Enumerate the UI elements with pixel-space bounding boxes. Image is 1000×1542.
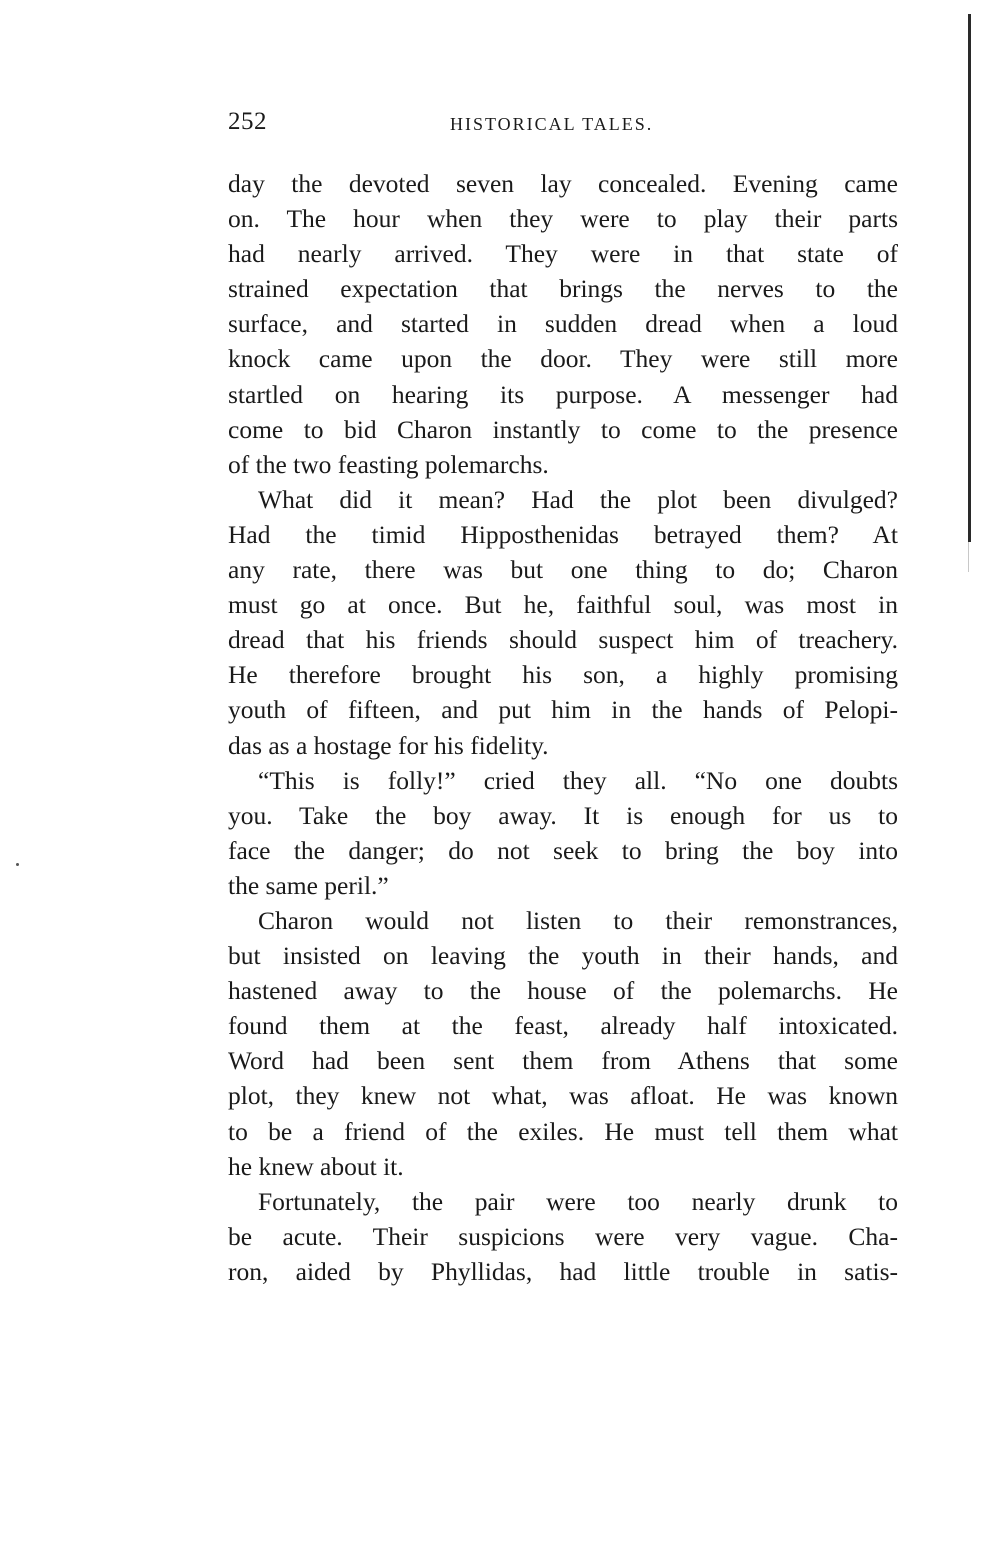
text-line: Word had been sent them from Athens that some — [228, 1046, 898, 1076]
text-line: plot, they knew not what, was afloat. He was known — [228, 1081, 898, 1111]
text-line: day the devoted seven lay concealed. Evening came — [228, 169, 898, 198]
text-line: any rate, there was but one thing to do; Charon — [228, 555, 898, 585]
text-line: “This is folly!” cried they all. “No one doubts — [258, 765, 898, 795]
text-line: He therefore brought his son, a highly promising — [228, 660, 898, 690]
page-edge-line — [968, 14, 971, 542]
text-line: come to bid Charon instantly to come to the presence — [228, 414, 898, 444]
text-line: face the danger; do not seek to bring the boy into — [228, 835, 898, 865]
text-line: on. The hour when they were to play their parts — [228, 204, 898, 234]
text-line: Charon would not listen to their remonstrances, — [258, 905, 898, 935]
text-line: you. Take the boy away. It is enough for us to — [228, 800, 898, 830]
text-line: strained expectation that brings the nerves to the — [228, 274, 898, 304]
text-line: be acute. Their suspicions were very vague. Cha- — [228, 1221, 898, 1251]
text-line: of the two feasting polemarchs. — [228, 449, 549, 479]
text-line: surface, and started in sudden dread when a loud — [228, 309, 898, 339]
text-line: to be a friend of the exiles. He must tell them what — [228, 1116, 898, 1146]
text-line: Fortunately, the pair were too nearly drunk to — [258, 1186, 898, 1216]
text-line: found them at the feast, already half intoxicated. — [228, 1011, 898, 1041]
text-line: hastened away to the house of the polemarchs. He — [228, 976, 898, 1006]
text-line: must go at once. But he, faithful soul, was most in — [228, 590, 898, 620]
text-line: startled on hearing its purpose. A messenger had — [228, 379, 898, 409]
text-line: the same peril.” — [228, 870, 389, 900]
text-line: knock came upon the door. They were still more — [228, 344, 898, 374]
body-text — [228, 166, 898, 1289]
text-line: Had the timid Hipposthenidas betrayed them? At — [228, 519, 898, 549]
text-line: youth of fifteen, and put him in the hands of Pelopi- — [228, 695, 898, 725]
page-number: 252 — [228, 108, 267, 135]
text-line: dread that his friends should suspect him of treachery. — [228, 625, 898, 655]
margin-speck — [16, 863, 19, 866]
text-line: ron, aided by Phyllidas, had little trouble in satis- — [228, 1256, 898, 1286]
text-line: he knew about it. — [228, 1151, 404, 1181]
text-line: What did it mean? Had the plot been divulged? — [258, 484, 898, 514]
running-head — [228, 108, 898, 148]
text-line: had nearly arrived. They were in that state of — [228, 239, 898, 269]
text-line: but insisted on leaving the youth in their hands, and — [228, 941, 898, 971]
text-line: das as a hostage for his fidelity. — [228, 730, 549, 760]
page-edge-line-faint — [968, 542, 969, 572]
running-title: HISTORICAL TALES. — [450, 114, 654, 134]
